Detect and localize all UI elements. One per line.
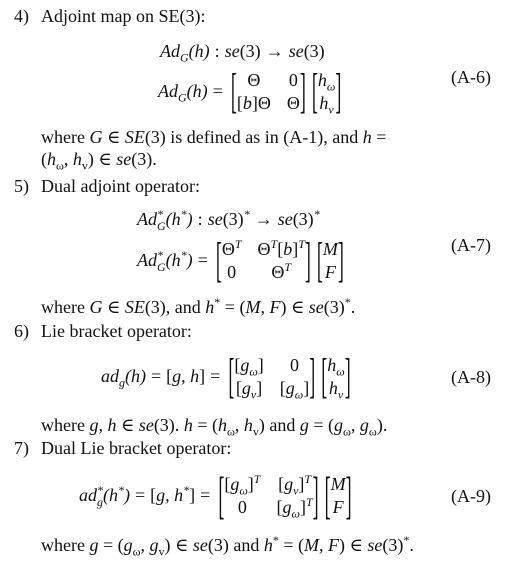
- where-clause: where G ∈ SE(3), and h* = (M, F) ∈ se(3)*.: [41, 295, 356, 317]
- matrix-cell: 0: [290, 354, 300, 375]
- matrix-cell: $[g_\omega]^T$: [224, 471, 261, 498]
- item-title: Dual adjoint operator:: [41, 176, 200, 196]
- equation-tag: (A-8): [451, 367, 491, 387]
- equation-tag: (A-6): [451, 67, 491, 87]
- vector-cell: $h_\omega$: [327, 354, 345, 379]
- item-title: Dual Lie bracket operator:: [41, 438, 232, 458]
- vector-cell: $h_v$: [319, 92, 334, 117]
- matrix-cell: [b]Θ: [236, 92, 271, 113]
- equation-tag: (A-9): [451, 486, 491, 506]
- item-title: Adjoint map on SE(3):: [41, 6, 206, 26]
- vector-cell: F: [332, 496, 344, 517]
- item-number: 5): [14, 176, 29, 196]
- where-clause: where G ∈ SE(3) is defined as in (A-1), and h = ($h_\omega$, $h_v$) ∈ se(3).: [41, 127, 387, 173]
- matrix-cell: $[g_\omega]$: [279, 377, 310, 402]
- adjoint-map-signature: $Ad_G(h)$ : se(3) → se(3): [160, 41, 325, 65]
- lie-bracket-equation: $ad_g(h)$ = [g, h] = [ $[g_\omega]$ 0 $[g_v]$ $[g_\omega]$ ] [ $h_\omega$ $h_v$ ]: [101, 349, 351, 403]
- matrix: [ $[g_\omega]$ 0 $[g_v]$ $[g_\omega]$ ]: [228, 349, 316, 403]
- vector-cell: M: [322, 238, 338, 259]
- item-number: 7): [14, 438, 29, 458]
- adjoint-map-equation: $Ad_G(h)$ = [ Θ 0 [b]Θ Θ ] [ $h_\omega$ $h_v$ ]: [158, 64, 342, 118]
- matrix-cell: $[g_\omega]$: [234, 354, 264, 379]
- matrix-cell: 0: [237, 496, 247, 517]
- matrix-cell: $[g_\omega]^T$: [276, 494, 313, 521]
- matrix-cell: $[g_v]$: [235, 377, 263, 402]
- dual-adjoint-signature: $Ad^*_G(h^*)$ : se(3)* → se(3)*: [137, 207, 320, 233]
- matrix-cell: Θ: [286, 92, 300, 113]
- vector-cell: F: [324, 261, 336, 282]
- vector: [ M F ]: [324, 466, 352, 524]
- vector-cell: $h_v$: [328, 377, 344, 402]
- matrix-cell: 0: [288, 69, 298, 90]
- item-title: Lie bracket operator:: [41, 321, 192, 341]
- dual-lie-bracket-equation: $ad^*_g(h^*)$ = [g, h*] = [ $[g_\omega]^T$ $[g_v]^T$ 0 $[g_\omega]^T$ ] [ M F ]: [79, 466, 352, 524]
- dual-adjoint-equation: $Ad^*_G(h^*)$ = [ $\Theta^T$ $\Theta^T[b]^T$ 0 $\Theta^T$ ] [ M F ]: [137, 233, 344, 287]
- matrix: [ Θ 0 [b]Θ Θ ]: [230, 64, 306, 118]
- vector: [ $h_\omega$ $h_v$ ]: [311, 64, 342, 118]
- vector: [ M F ]: [316, 233, 344, 287]
- item-5-heading: [14, 175, 200, 197]
- item-number: 6): [14, 321, 29, 341]
- matrix: [ $[g_\omega]^T$ $[g_v]^T$ 0 $[g_\omega]^T$ ]: [218, 466, 319, 524]
- where-clause: where g, h ∈ se(3). $h = (h_\omega$, $h_v$) and $g = (g_\omega$, $g_\omega$).: [41, 415, 388, 439]
- matrix-cell: $[g_v]^T$: [278, 471, 312, 498]
- vector: [ $h_\omega$ $h_v$ ]: [321, 349, 351, 403]
- matrix: [ $\Theta^T$ $\Theta^T[b]^T$ 0 $\Theta^T$ ]: [215, 233, 311, 287]
- matrix-cell: $\Theta^T$: [271, 259, 292, 282]
- item-7-heading: [14, 437, 231, 459]
- matrix-cell: Θ: [247, 69, 261, 90]
- vector-cell: M: [330, 473, 346, 494]
- equation-tag: (A-7): [451, 235, 491, 255]
- item-6-heading: [14, 320, 192, 342]
- item-number: 4): [14, 6, 29, 26]
- vector-cell: $h_\omega$: [317, 69, 336, 94]
- where-clause: where $g = (g_\omega$, $g_v$) ∈ se(3) and h* = (M, F) ∈ se(3)*.: [41, 533, 414, 559]
- matrix-cell: $\Theta^T[b]^T$: [257, 236, 305, 259]
- item-4-heading: [14, 5, 206, 27]
- matrix-cell: $\Theta^T$: [221, 236, 242, 259]
- matrix-cell: 0: [227, 261, 237, 282]
